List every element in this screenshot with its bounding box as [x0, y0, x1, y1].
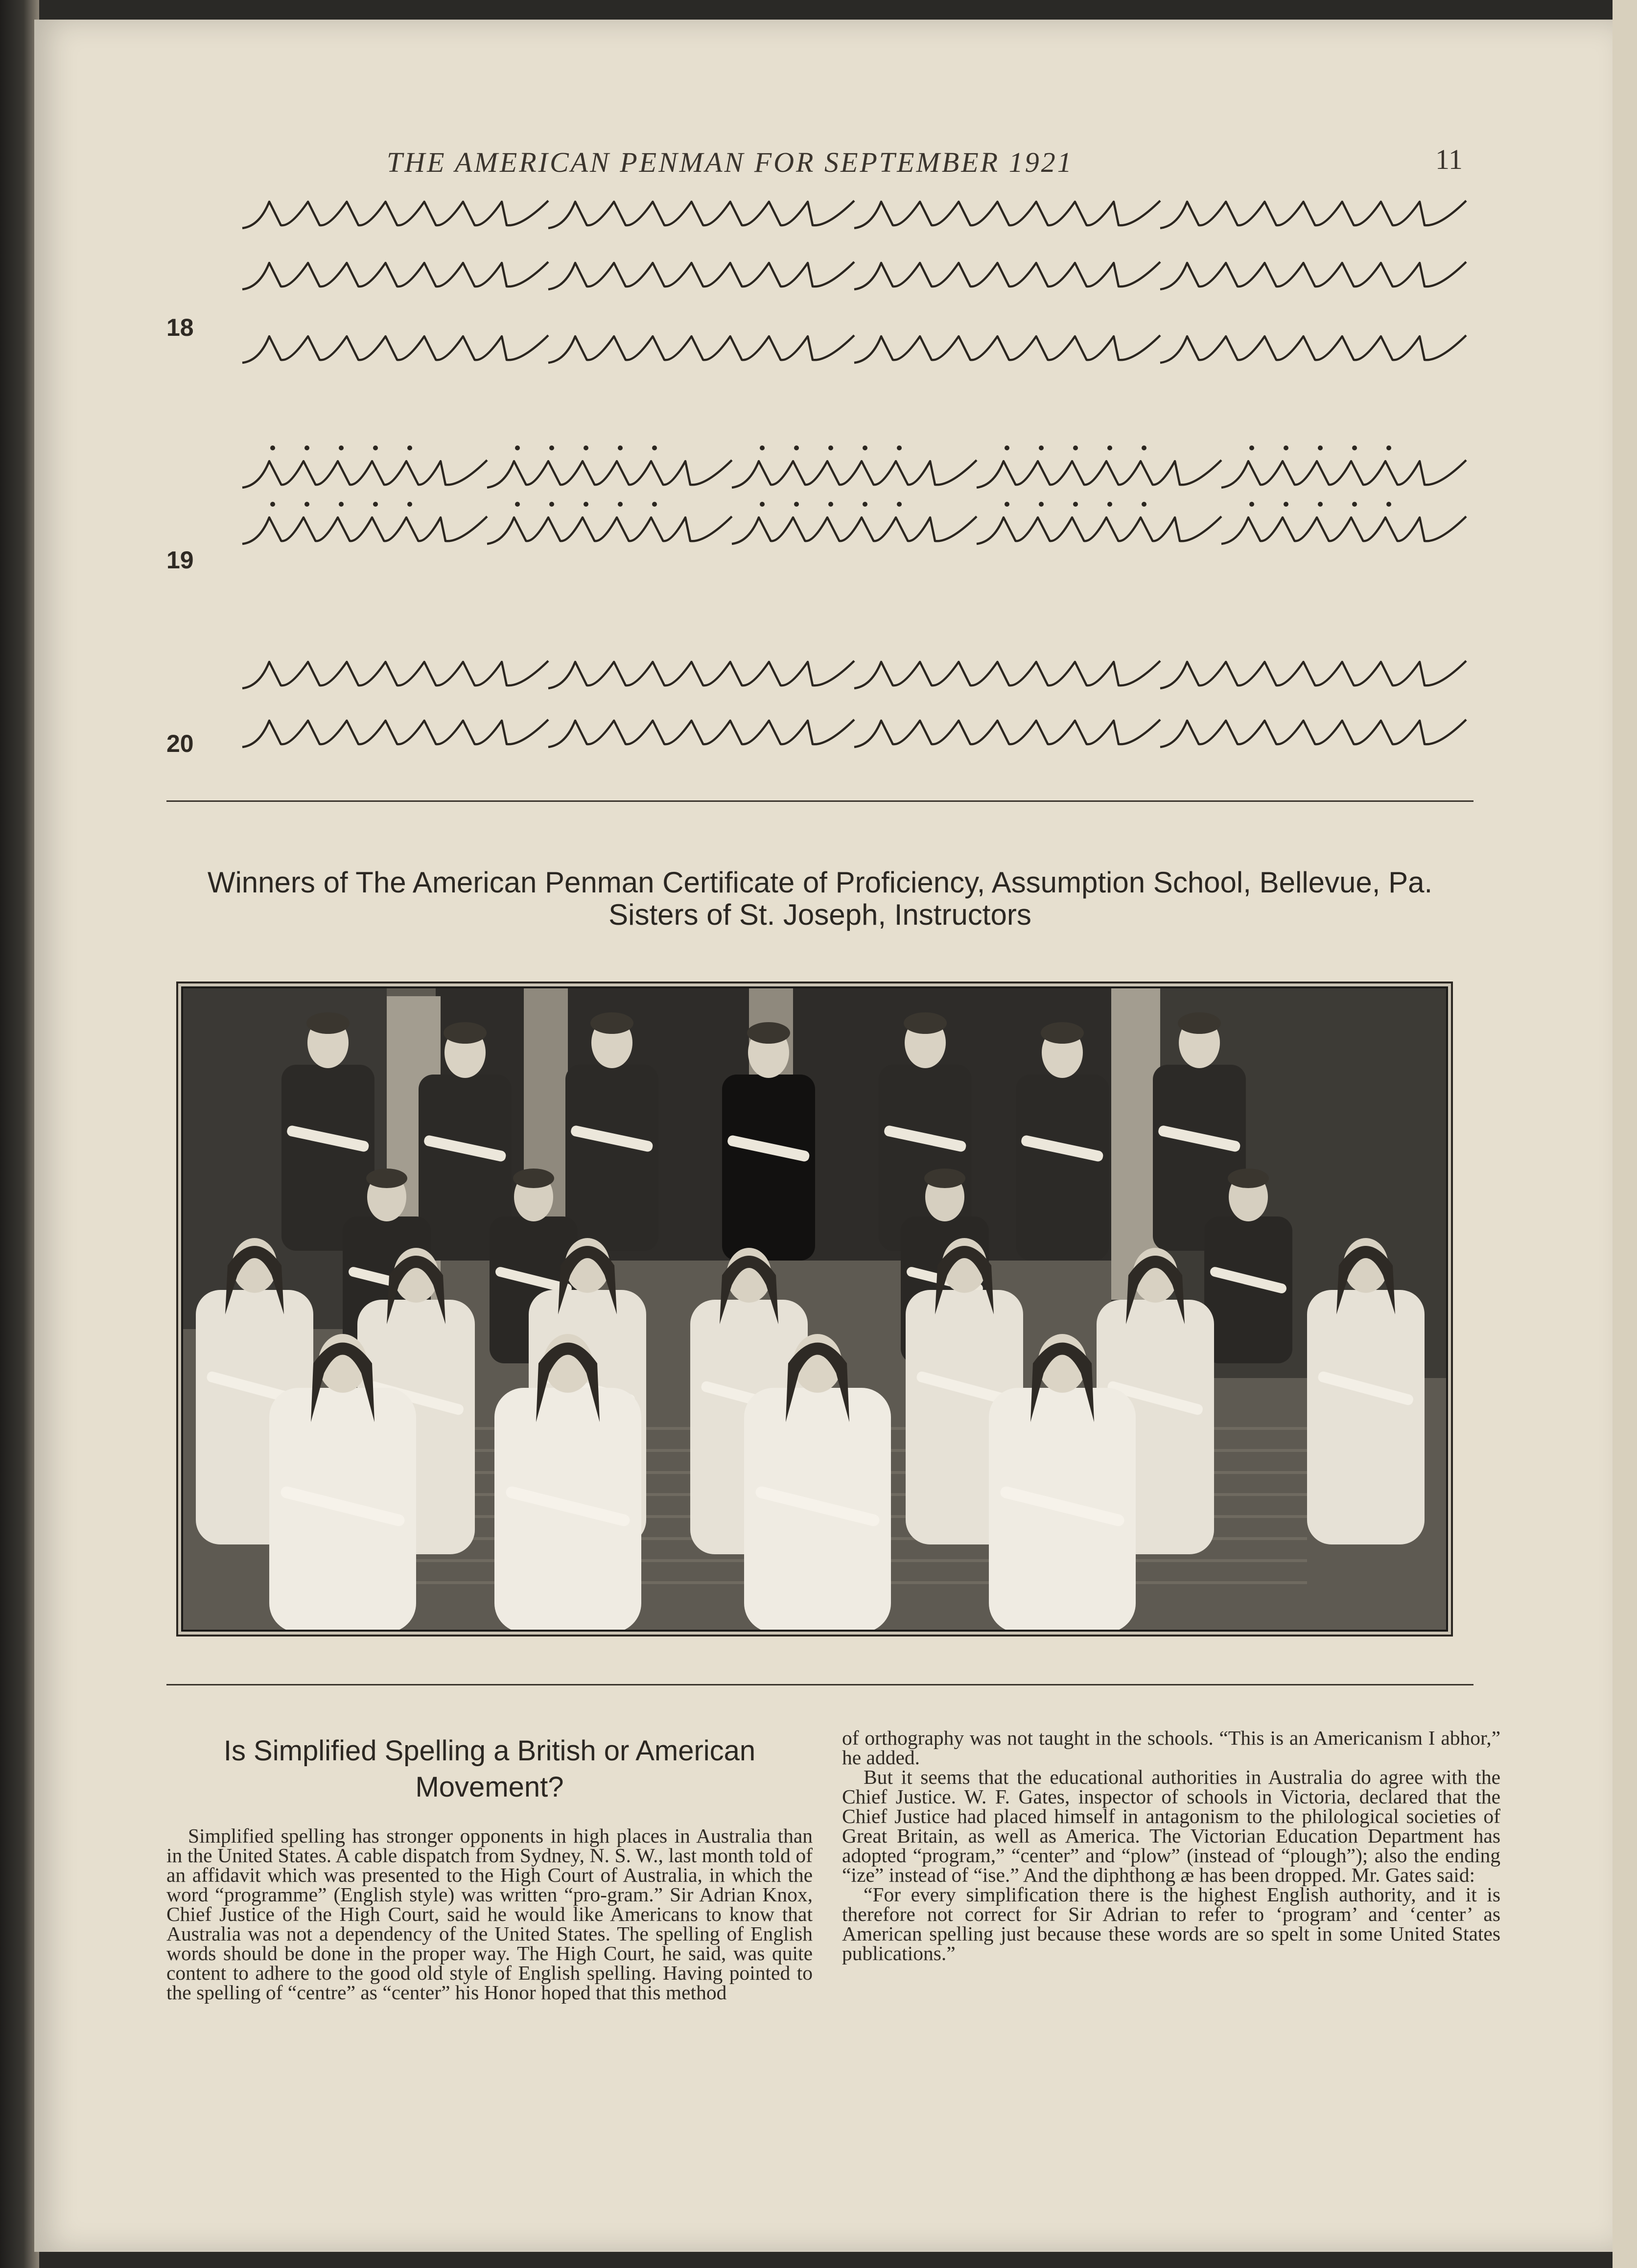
article-column-right [842, 1728, 1500, 1963]
drill-dot [1107, 502, 1112, 507]
drill-dot [1039, 502, 1044, 507]
drill-dot [515, 445, 520, 450]
drill-number-18: 18 [166, 314, 194, 341]
boy-hair [747, 1022, 790, 1044]
drill-stroke [1160, 335, 1466, 363]
drill-dot [618, 445, 623, 450]
book-spine [0, 0, 39, 2268]
drill-dot [794, 445, 799, 450]
section-rule-lower [166, 1684, 1473, 1685]
drill-stroke [548, 720, 854, 747]
drill-stroke [1160, 720, 1466, 747]
drill-dot [515, 502, 520, 507]
drill-dot [1142, 445, 1146, 450]
drill-dot [407, 445, 412, 450]
article-paragraph: “For every simplification there is the highest English authority, and it is therefore not correct for Sir Adrian to refer to ‘program’ and ‘center’ as American spelling just because these words are so spelt in some United States publications.” [842, 1883, 1500, 1964]
drill-dot [760, 445, 765, 450]
drill-stroke [487, 516, 732, 544]
drill-stroke [977, 516, 1221, 544]
drill-dot [1352, 445, 1357, 450]
boy-hair [924, 1169, 965, 1188]
boy-hair [366, 1169, 407, 1188]
drill-dot [618, 502, 623, 507]
drill-dot [304, 445, 309, 450]
drill-number-19: 19 [166, 546, 194, 574]
article-paragraph: Simplified spelling has stronger opponents in high places in Australia than in the United States. A cable dispatch from Sydney, N. S. W., last month told of an affidavit which was presented to the High Court of Australia, in which the word “programme” (English style) was written “pro-gram.” Sir Adrian Knox, Chief Justice of the High Court, said he would like Americans to know that Australia was not a dependency of the United States. The spelling of English words should be done in the proper way. The High Court, he said, was quite content to adhere to the good old style of English spelling. Having pointed to the spelling of “centre” as “center” his Honor hoped that this method [166, 1824, 813, 2004]
drill-dot [1249, 445, 1254, 450]
page-edge [1613, 0, 1637, 2268]
drill-dot [549, 445, 554, 450]
group-photo [176, 982, 1453, 1637]
drill-stroke [732, 516, 977, 544]
boy-hair [1178, 1012, 1221, 1034]
drill-stroke [1160, 661, 1466, 688]
drill-dot [897, 502, 902, 507]
drill-dot [373, 445, 378, 450]
drill-dot [584, 502, 588, 507]
drill-stroke [854, 201, 1160, 228]
drill-stroke [242, 516, 487, 544]
drill-dot [1386, 502, 1391, 507]
drill-dot [652, 445, 657, 450]
drill-stroke [242, 661, 548, 688]
drill-dot [1073, 502, 1078, 507]
drill-stroke [548, 262, 854, 289]
drill-stroke [1221, 516, 1466, 544]
section-rule [166, 800, 1473, 802]
drill-dot [897, 445, 902, 450]
drill-dot [1039, 445, 1044, 450]
drill-stroke [242, 335, 548, 363]
drill-dot [1005, 502, 1009, 507]
drill-dot [549, 502, 554, 507]
drill-dot [373, 502, 378, 507]
boy-hair [1228, 1169, 1269, 1188]
drill-dot [407, 502, 412, 507]
drill-stroke [854, 720, 1160, 747]
boy-hair [904, 1012, 947, 1034]
boy-suit [1016, 1075, 1109, 1261]
article-paragraph: of orthography was not taught in the schools. “This is an Americanism I abhor,” he added. [842, 1727, 1500, 1769]
drill-dot [760, 502, 765, 507]
photo-caption-line2: Sisters of St. Joseph, Instructors [608, 898, 1031, 931]
drill-dot [1142, 502, 1146, 507]
drill-dot [270, 502, 275, 507]
drill-stroke [732, 460, 977, 488]
drill-stroke [854, 335, 1160, 363]
boy-hair [513, 1169, 554, 1188]
drill-dot [339, 445, 344, 450]
boy-hair [590, 1012, 633, 1034]
boy-suit [565, 1065, 658, 1251]
boy-hair [306, 1012, 350, 1034]
article-column-left [166, 1826, 813, 2002]
drill-dot [1107, 445, 1112, 450]
drill-dot [863, 445, 867, 450]
group-photo-image [181, 986, 1448, 1632]
boy-suit [722, 1075, 815, 1261]
drill-number-20: 20 [166, 730, 194, 757]
drill-dot [1005, 445, 1009, 450]
drill-dot [584, 445, 588, 450]
drill-stroke [242, 720, 548, 747]
drill-stroke [854, 262, 1160, 289]
drill-stroke [1160, 262, 1466, 289]
drill-dot [1318, 445, 1323, 450]
drill-stroke [548, 201, 854, 228]
boy-hair [1041, 1022, 1084, 1044]
drill-dot [1352, 502, 1357, 507]
drill-dot [863, 502, 867, 507]
drill-dot [270, 445, 275, 450]
drill-stroke [977, 460, 1221, 488]
drill-dot [652, 502, 657, 507]
magazine-page [34, 20, 1613, 2252]
drill-dot [1284, 502, 1288, 507]
penmanship-drills [34, 20, 1613, 852]
drill-dot [794, 502, 799, 507]
page-number: 11 [1435, 143, 1463, 175]
drill-stroke [548, 661, 854, 688]
drill-stroke [1160, 201, 1466, 228]
drill-stroke [242, 262, 548, 289]
drill-dot [828, 502, 833, 507]
drill-dot [1284, 445, 1288, 450]
running-title: THE AMERICAN PENMAN FOR SEPTEMBER 1921 [387, 146, 1074, 178]
drill-dot [828, 445, 833, 450]
drill-dot [1386, 445, 1391, 450]
drill-stroke [854, 661, 1160, 688]
drill-stroke [487, 460, 732, 488]
drill-stroke [242, 201, 548, 228]
drill-dot [1249, 502, 1254, 507]
drill-dot [339, 502, 344, 507]
drill-stroke [1221, 460, 1466, 488]
article-paragraph: But it seems that the educational authorities in Australia do agree with the Chief Justice. W. F. Gates, inspector of schools in Victoria, declared that the Chief Justice had placed himself in antagonism to the philological societies of Great Britain, as well as America. The Victorian Education Department has adopted “program,” “center” and “plow” (instead of “plough”); also the ending “ize” instead of “ise.” And the diphthong æ has been dropped. Mr. Gates said: [842, 1766, 1500, 1886]
boy-hair [444, 1022, 487, 1044]
drill-dot [1318, 502, 1323, 507]
drill-dot [304, 502, 309, 507]
drill-dot [1073, 445, 1078, 450]
girl-dress [1307, 1290, 1425, 1544]
drill-stroke [242, 460, 487, 488]
drill-stroke [548, 335, 854, 363]
photo-caption [166, 866, 1473, 931]
photo-caption-line1: Winners of The American Penman Certificate of Proficiency, Assumption School, Bellevue, Pa. [207, 866, 1433, 899]
article-title: Is Simplified Spelling a British or American Movement? [223, 1735, 756, 1803]
